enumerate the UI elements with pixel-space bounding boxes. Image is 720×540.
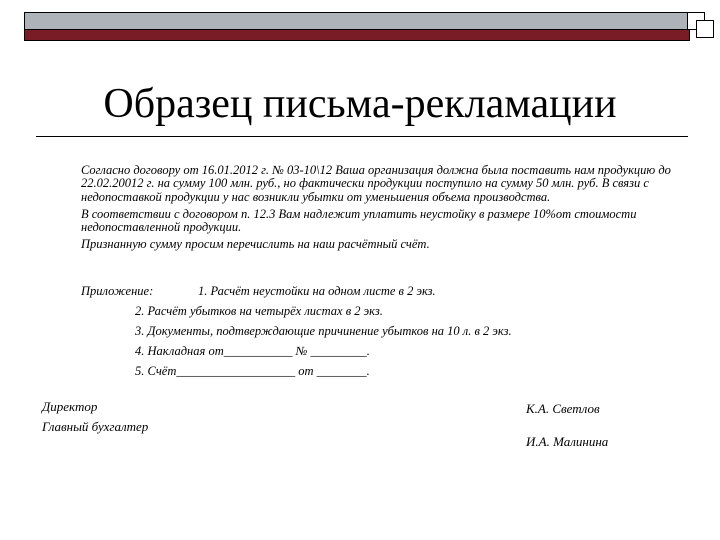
attachment-item: 2. Расчёт убытков на четырёх листах в 2 экз. xyxy=(135,304,383,318)
page-title: Образец письма-рекламации xyxy=(103,81,617,127)
paragraph: Согласно договору от 16.01.2012 г. № 03-10\12 Ваша организация должна была поставить нам продукцию до 22.02.20012 г. на сумму 100 млн. руб., но фактически продукции поступило на сумму 50 млн. руб. В связи с недопоставкой продукции у нас возникли убытки от уменьшения объема производства. xyxy=(81,163,671,204)
accountant-title: Главный бухгалтер xyxy=(42,419,149,434)
accountant-name: И.А. Малинина xyxy=(526,434,609,449)
header-square-decoration xyxy=(696,20,714,38)
attachments-label: Приложение: xyxy=(81,284,154,298)
header-grey-bar xyxy=(24,12,690,30)
header-red-bar xyxy=(24,29,690,41)
director-title: Директор xyxy=(42,399,98,414)
paragraph: Признанную сумму просим перечислить на наш расчётный счёт. xyxy=(81,237,430,252)
header-decoration xyxy=(0,12,720,28)
attachment-item: 3. Документы, подтверждающие причинение убытков на 10 л. в 2 экз. xyxy=(135,324,512,338)
letter-body xyxy=(81,164,671,252)
attachment-item: 1. Расчёт неустойки на одном листе в 2 экз. xyxy=(198,284,436,298)
title-divider xyxy=(36,136,688,137)
attachment-item: 5. Счёт___________________ от ________. xyxy=(135,364,370,378)
director-name: К.А. Светлов xyxy=(526,401,600,416)
paragraph: В соответствии с договором п. 12.3 Вам надлежит уплатить неустойку в размере 10%от стоимости недопоставленной продукции. xyxy=(81,206,637,235)
attachment-item: 4. Накладная от___________ № _________. xyxy=(135,344,370,358)
